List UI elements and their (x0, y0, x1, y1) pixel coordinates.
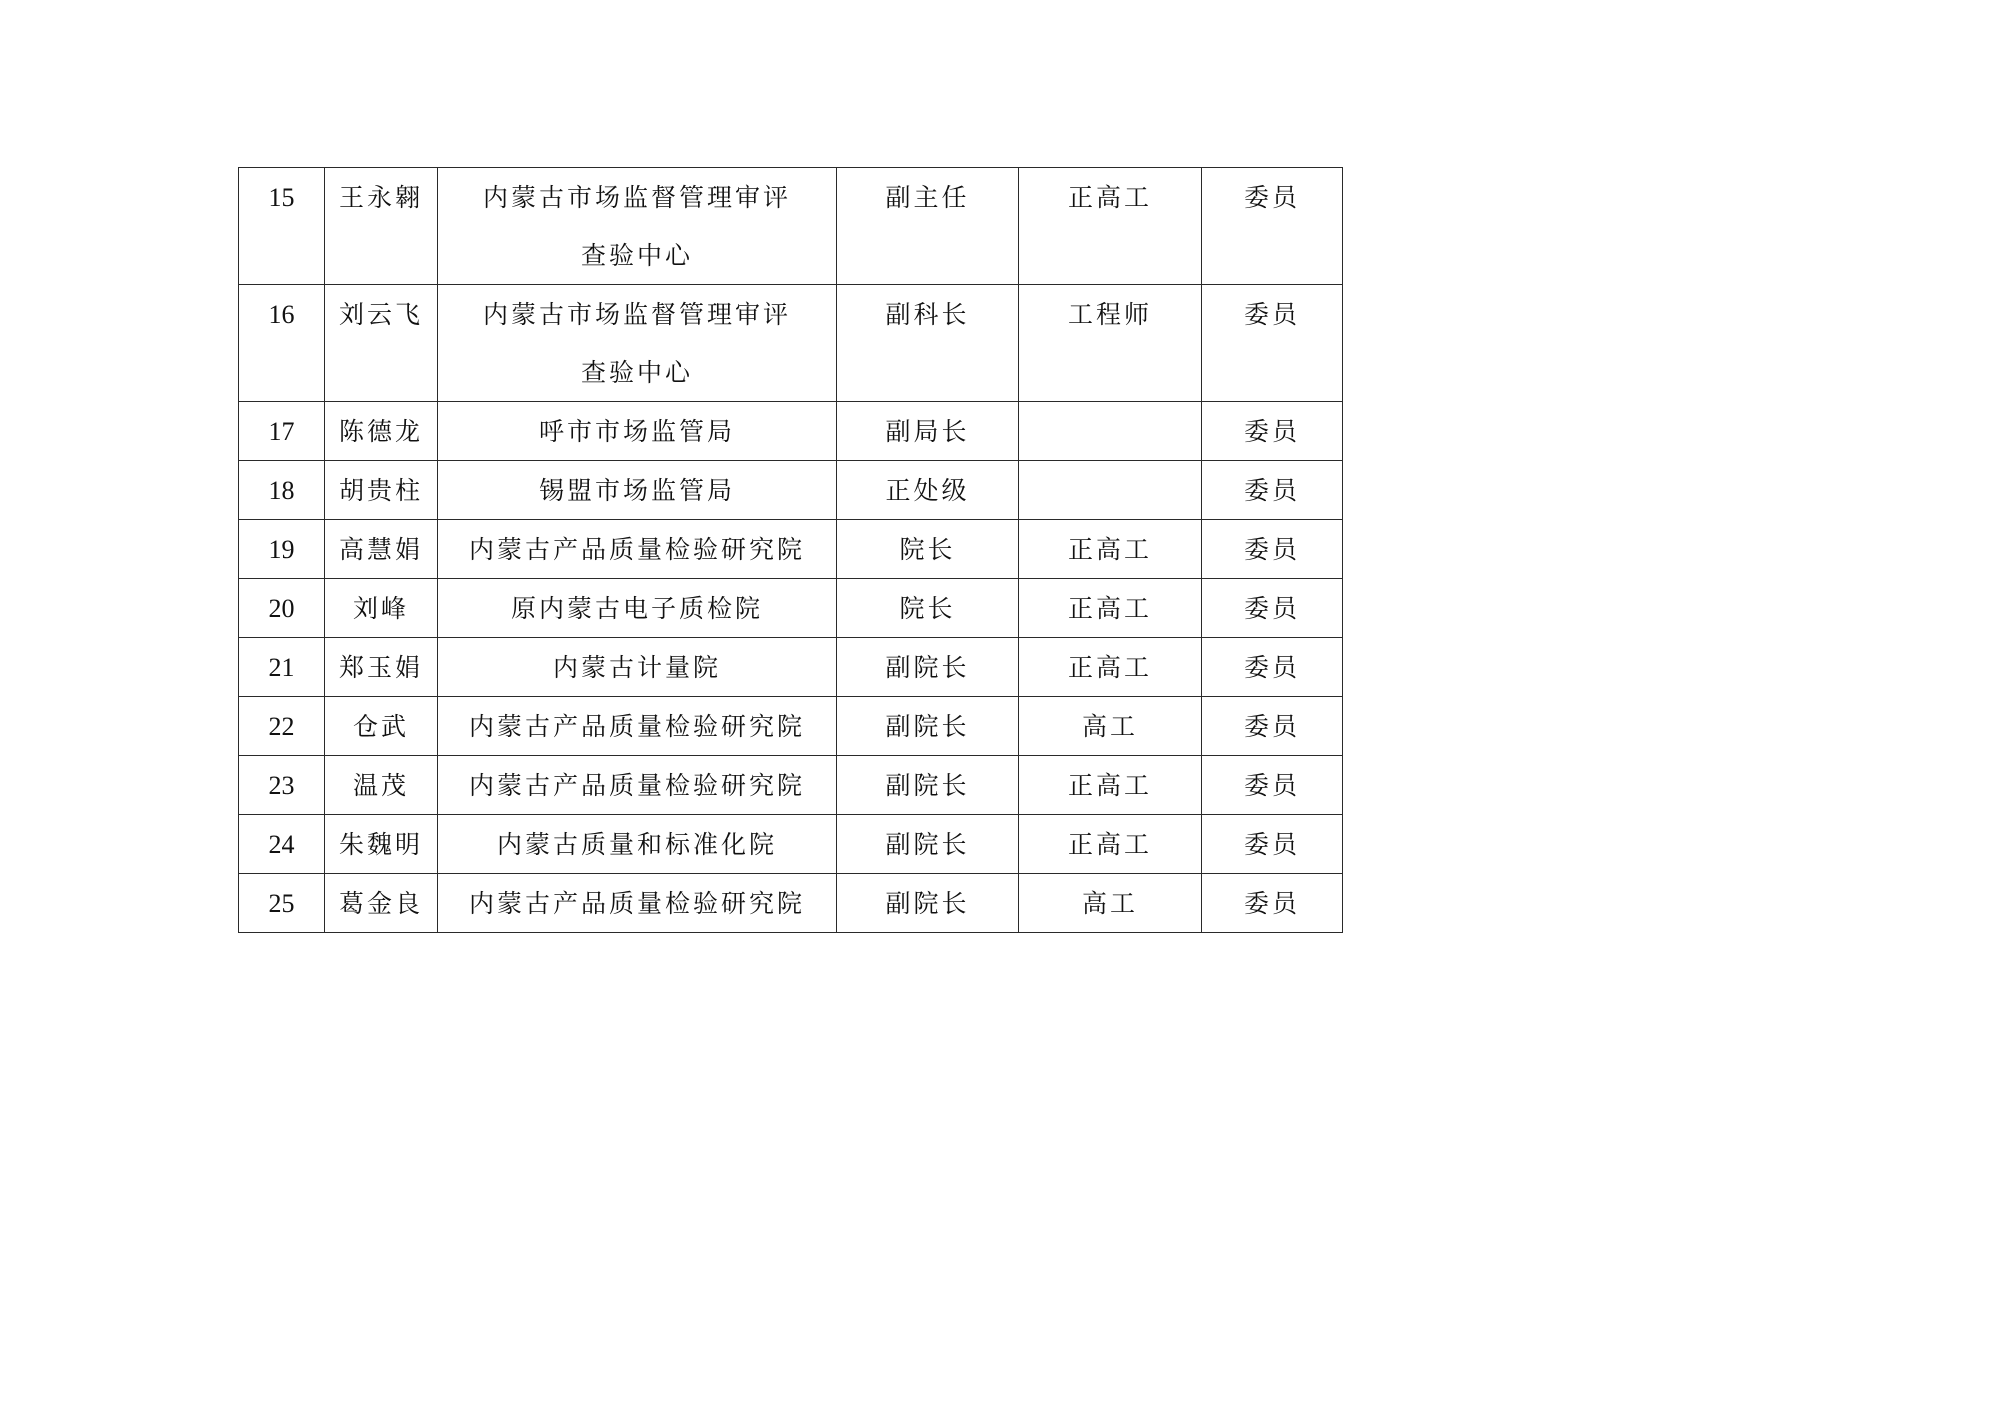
cell-number-text: 15 (268, 183, 295, 212)
cell-name-text: 高慧娟 (338, 535, 423, 564)
cell-number (239, 285, 325, 402)
organization-line: 内蒙古质量和标准化院 (496, 830, 777, 859)
cell-professional-title (1019, 874, 1202, 933)
table-row (239, 815, 1343, 874)
cell-position (837, 756, 1019, 815)
cell-committee-role (1202, 520, 1343, 579)
cell-committee-role-text: 委员 (1243, 889, 1300, 918)
table-row (239, 285, 1343, 402)
cell-name-text: 葛金良 (338, 889, 423, 918)
cell-committee-role (1202, 756, 1343, 815)
cell-number-text: 21 (268, 653, 295, 682)
cell-number-text: 19 (268, 535, 295, 564)
cell-name-text: 朱魏明 (338, 830, 423, 859)
committee-member-table (238, 167, 1343, 933)
organization-line: 锡盟市场监管局 (538, 476, 735, 505)
cell-professional-title (1019, 461, 1202, 520)
cell-organization (438, 461, 837, 520)
cell-professional-title-text: 正高工 (1067, 830, 1152, 859)
cell-number (239, 815, 325, 874)
cell-position-text: 副院长 (885, 653, 970, 682)
cell-number-text: 23 (268, 771, 295, 800)
cell-position (837, 638, 1019, 697)
cell-position-text: 正处级 (885, 476, 970, 505)
cell-organization (438, 402, 837, 461)
organization-line: 呼市市场监管局 (538, 417, 735, 446)
cell-professional-title-text: 高工 (1081, 889, 1138, 918)
cell-position (837, 874, 1019, 933)
cell-position (837, 520, 1019, 579)
cell-position (837, 697, 1019, 756)
table-row (239, 461, 1343, 520)
organization-line: 原内蒙古电子质检院 (510, 594, 763, 623)
table-row (239, 756, 1343, 815)
cell-professional-title-text: 正高工 (1067, 594, 1152, 623)
cell-organization (438, 579, 837, 638)
table-row (239, 579, 1343, 638)
cell-organization (438, 756, 837, 815)
cell-organization (438, 874, 837, 933)
cell-position (837, 579, 1019, 638)
cell-number-text: 20 (268, 594, 295, 623)
cell-committee-role (1202, 402, 1343, 461)
organization-line: 内蒙古产品质量检验研究院 (468, 771, 805, 800)
cell-professional-title (1019, 402, 1202, 461)
table-row (239, 874, 1343, 933)
cell-professional-title-text (1019, 402, 1201, 460)
cell-organization (438, 520, 837, 579)
cell-name-text: 温茂 (352, 771, 409, 800)
cell-committee-role (1202, 461, 1343, 520)
cell-organization (438, 638, 837, 697)
cell-committee-role-text: 委员 (1243, 476, 1300, 505)
cell-name (325, 756, 438, 815)
cell-name (325, 461, 438, 520)
cell-professional-title (1019, 638, 1202, 697)
cell-committee-role (1202, 638, 1343, 697)
cell-professional-title (1019, 756, 1202, 815)
cell-number (239, 520, 325, 579)
cell-professional-title-text (1019, 461, 1201, 519)
cell-name (325, 285, 438, 402)
cell-organization (438, 285, 837, 402)
cell-number (239, 756, 325, 815)
cell-number-text: 17 (268, 417, 295, 446)
cell-committee-role-text: 委员 (1243, 771, 1300, 800)
cell-number-text: 22 (268, 712, 295, 741)
cell-position-text: 副主任 (885, 183, 970, 212)
cell-name (325, 638, 438, 697)
organization-line: 内蒙古产品质量检验研究院 (468, 535, 805, 564)
cell-name-text: 胡贵柱 (338, 476, 423, 505)
table-body (239, 168, 1343, 933)
cell-number (239, 168, 325, 285)
cell-committee-role-text: 委员 (1243, 535, 1300, 564)
cell-committee-role-text: 委员 (1243, 300, 1300, 329)
cell-organization (438, 815, 837, 874)
cell-name (325, 402, 438, 461)
cell-number-text: 25 (268, 889, 295, 918)
cell-position-text: 副科长 (885, 300, 970, 329)
organization-line: 内蒙古产品质量检验研究院 (468, 889, 805, 918)
cell-number (239, 579, 325, 638)
cell-professional-title-text: 高工 (1081, 712, 1138, 741)
table-row (239, 402, 1343, 461)
cell-number (239, 461, 325, 520)
cell-professional-title (1019, 579, 1202, 638)
cell-position-text: 副院长 (885, 771, 970, 800)
cell-professional-title-text: 正高工 (1067, 183, 1152, 212)
cell-name (325, 520, 438, 579)
cell-committee-role (1202, 168, 1343, 285)
cell-organization (438, 697, 837, 756)
table-row (239, 520, 1343, 579)
cell-committee-role-text: 委员 (1243, 417, 1300, 446)
table-row (239, 168, 1343, 285)
cell-position-text: 院长 (899, 594, 956, 623)
cell-position (837, 285, 1019, 402)
cell-name-text: 仓武 (352, 712, 409, 741)
cell-professional-title (1019, 285, 1202, 402)
cell-committee-role (1202, 285, 1343, 402)
cell-committee-role-text: 委员 (1243, 830, 1300, 859)
cell-committee-role-text: 委员 (1243, 594, 1300, 623)
cell-name (325, 815, 438, 874)
cell-number-text: 18 (268, 476, 295, 505)
cell-committee-role-text: 委员 (1243, 183, 1300, 212)
cell-number (239, 697, 325, 756)
cell-professional-title-text: 工程师 (1067, 300, 1152, 329)
cell-organization (438, 168, 837, 285)
cell-name (325, 168, 438, 285)
table-row (239, 697, 1343, 756)
cell-committee-role (1202, 874, 1343, 933)
cell-number (239, 402, 325, 461)
cell-name (325, 874, 438, 933)
cell-position (837, 815, 1019, 874)
cell-position-text: 副院长 (885, 889, 970, 918)
cell-professional-title-text: 正高工 (1067, 535, 1152, 564)
cell-committee-role-text: 委员 (1243, 712, 1300, 741)
cell-name-text: 刘峰 (352, 594, 409, 623)
cell-name-text: 王永翱 (338, 183, 423, 212)
cell-position (837, 461, 1019, 520)
cell-professional-title-text: 正高工 (1067, 653, 1152, 682)
organization-line: 内蒙古市场监督管理审评 (482, 183, 791, 212)
organization-line: 查验中心 (580, 358, 693, 387)
cell-committee-role (1202, 579, 1343, 638)
cell-committee-role (1202, 815, 1343, 874)
cell-professional-title (1019, 520, 1202, 579)
cell-position-text: 副局长 (885, 417, 970, 446)
organization-line: 内蒙古产品质量检验研究院 (468, 712, 805, 741)
cell-number (239, 874, 325, 933)
cell-committee-role (1202, 697, 1343, 756)
cell-professional-title-text: 正高工 (1067, 771, 1152, 800)
cell-name (325, 579, 438, 638)
cell-position-text: 院长 (899, 535, 956, 564)
cell-name-text: 郑玉娟 (338, 653, 423, 682)
cell-professional-title (1019, 815, 1202, 874)
organization-line: 查验中心 (580, 241, 693, 270)
cell-number-text: 16 (268, 300, 295, 329)
cell-number (239, 638, 325, 697)
organization-line: 内蒙古计量院 (552, 653, 721, 682)
cell-professional-title (1019, 168, 1202, 285)
table-row (239, 638, 1343, 697)
cell-number-text: 24 (268, 830, 295, 859)
cell-professional-title (1019, 697, 1202, 756)
cell-position (837, 402, 1019, 461)
cell-name-text: 陈德龙 (338, 417, 423, 446)
cell-committee-role-text: 委员 (1243, 653, 1300, 682)
cell-position (837, 168, 1019, 285)
organization-line: 内蒙古市场监督管理审评 (482, 300, 791, 329)
cell-name-text: 刘云飞 (338, 300, 423, 329)
cell-name (325, 697, 438, 756)
cell-position-text: 副院长 (885, 830, 970, 859)
cell-position-text: 副院长 (885, 712, 970, 741)
